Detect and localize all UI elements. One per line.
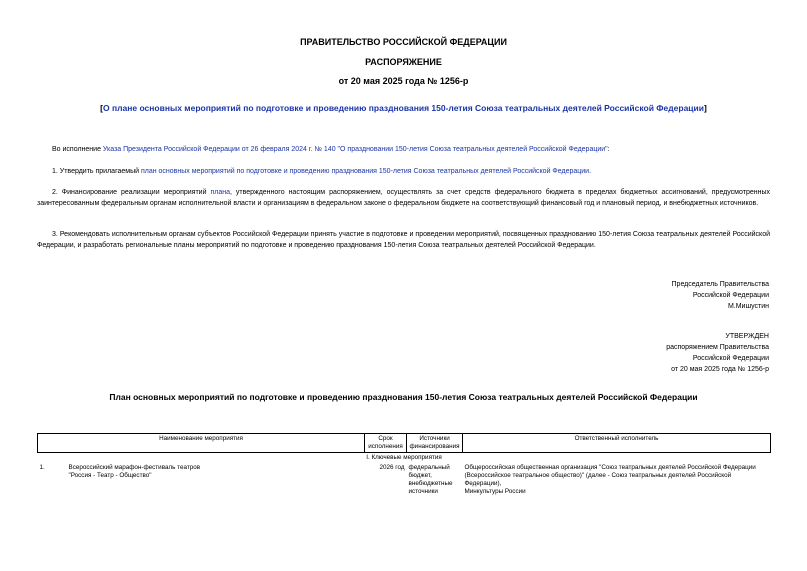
intro-suffix: : xyxy=(607,146,610,153)
signature-position: Председатель Правительства xyxy=(671,281,769,288)
signature-country: Российской Федерации xyxy=(692,292,769,299)
header-name: Наименование мероприятия xyxy=(38,434,365,453)
p1-prefix: 1. Утвердить прилагаемый xyxy=(52,168,141,175)
paragraph-1 xyxy=(52,166,772,177)
table-header-row xyxy=(38,434,771,453)
document-title-link[interactable] xyxy=(0,103,807,113)
plan-short-link[interactable]: плана xyxy=(210,189,230,196)
signature-name: М.Мишустин xyxy=(727,303,769,310)
section-row xyxy=(38,453,771,464)
signature-block xyxy=(672,279,769,312)
plan-table xyxy=(37,433,771,497)
intro-prefix: Во исполнение xyxy=(52,146,103,153)
table-row xyxy=(38,463,771,497)
approval-line-4: от 20 мая 2025 года № 1256-р xyxy=(671,366,769,373)
approval-block xyxy=(666,331,769,375)
intro-paragraph xyxy=(52,144,772,155)
title-text[interactable]: плане основных мероприятий по подготовке и проведению празднования 150-летия Союза театральных деятелей Российской Федерации xyxy=(109,103,704,113)
paragraph-2 xyxy=(37,187,770,209)
approval-line-3: Российской Федерации xyxy=(692,355,769,362)
row-number: 1. xyxy=(39,464,45,471)
paragraph-3: 3. Рекомендовать исполнительным органам субъектов Российской Федерации принять участие в подготовке и проведении мероприятий, посвященных празднованию 150-летия Союза театральных деятелей Российской Федерации, и разработать региональные планы мероприятий по подготовке и проведению празднования 150-летия Союза театральных деятелей Российской Федерации. xyxy=(37,231,770,249)
section-label: I. Ключевые мероприятия xyxy=(366,454,442,461)
decree-link[interactable]: Указа Президента Российской Федерации от 26 февраля 2024 г. № 140 "О праздновании 150-летия Союза театральных деятелей Российской Федерации" xyxy=(102,146,608,153)
header-sources: Источники финансирования xyxy=(407,434,463,453)
approval-line-2: распоряжением Правительства xyxy=(666,344,769,351)
header-term: Срок исполнения xyxy=(365,434,407,453)
p2-suffix: , утвержденного настоящим распоряжением, осуществлять за счет средств федерального бюджета в пределах бюджетных ассигнований, предусмотренных заинтересованным федеральным органам исполнительной власти и организациям в федеральном законе о федеральном бюджете на соответствующий финансовый год и плановый период, и внебюджетных источников. xyxy=(37,189,770,207)
title-bracket-open: [ xyxy=(100,103,103,113)
title-first-letter[interactable]: О xyxy=(103,103,110,113)
row-executor-org: Общероссийская общественная организация "Союз театральных деятелей Российской Федерации (Всероссийское театральное общество)" (далее - Союз театральных деятелей Российской Федерации), xyxy=(464,464,756,487)
row-name: Всероссийский марафон-фестиваль театров "Россия - Театр - Общество" xyxy=(68,464,201,479)
p2-prefix: 2. Финансирование реализации мероприятий xyxy=(52,189,211,196)
government-heading: ПРАВИТЕЛЬСТВО РОССИЙСКОЙ ФЕДЕРАЦИИ xyxy=(300,37,507,47)
header-executor: Ответственный исполнитель xyxy=(463,434,771,453)
document-type: РАСПОРЯЖЕНИЕ xyxy=(365,57,442,67)
document-date-number: от 20 мая 2025 года № 1256-р xyxy=(338,76,469,86)
p1-suffix: . xyxy=(589,168,592,175)
approval-title: УТВЕРЖДЕН xyxy=(725,333,769,340)
title-bracket-close: ] xyxy=(703,103,707,113)
row-term: 2026 год xyxy=(379,464,405,471)
row-executor-ministry: Минкультуры России xyxy=(464,488,526,495)
plan-link[interactable]: план основных мероприятий по подготовке и проведению празднования 150-летия Союза театральных деятелей Российской Федерации xyxy=(140,168,590,175)
row-executor xyxy=(463,463,771,497)
plan-title: План основных мероприятий по подготовке и проведению празднования 150-летия Союза театральных деятелей Российской Федерации xyxy=(109,392,698,402)
row-sources: федеральный бюджет, внебюджетные источники xyxy=(408,464,453,495)
